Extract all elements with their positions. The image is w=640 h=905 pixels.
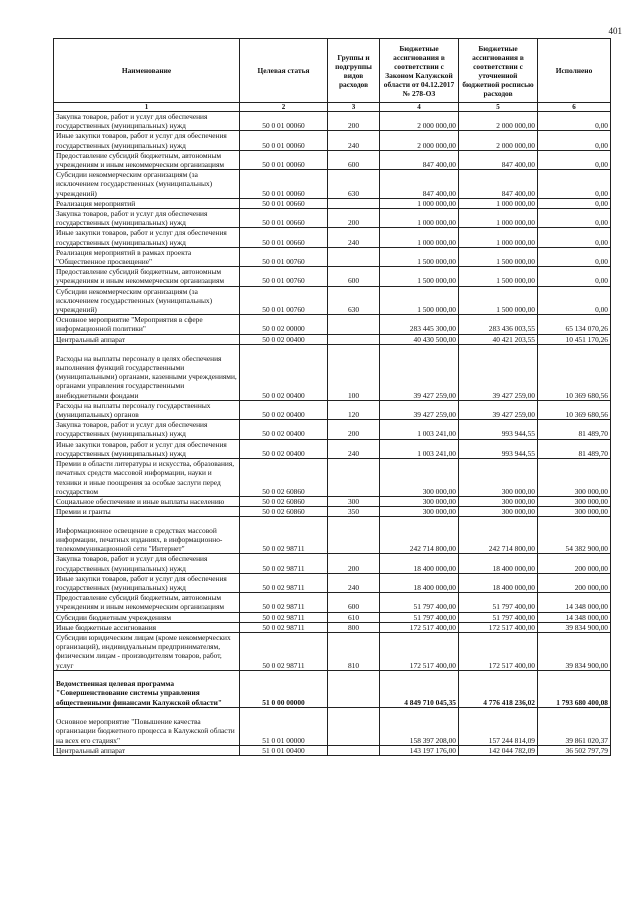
row-budget-schedule-cell: 1 500 000,00 bbox=[459, 247, 538, 266]
table-row bbox=[54, 573, 611, 592]
row-executed-cell: 1 793 680 400,08 bbox=[538, 670, 611, 707]
row-expense-group-cell bbox=[328, 315, 380, 334]
table-row bbox=[54, 228, 611, 247]
table-row bbox=[54, 439, 611, 458]
header-name: Наименование bbox=[54, 39, 240, 103]
row-expense-group-cell: 610 bbox=[328, 612, 380, 622]
row-law-allocation-cell: 4 849 710 045,35 bbox=[380, 670, 459, 707]
row-name-cell: Социальное обеспечение и иные выплаты населению bbox=[54, 496, 240, 506]
row-expense-group-cell: 800 bbox=[328, 622, 380, 632]
row-name-cell: Реализация мероприятий bbox=[54, 198, 240, 208]
row-budget-schedule-cell: 39 427 259,00 bbox=[459, 400, 538, 419]
row-law-allocation-cell: 1 000 000,00 bbox=[380, 209, 459, 228]
column-number: 2 bbox=[240, 103, 328, 112]
row-executed-cell: 0,00 bbox=[538, 170, 611, 199]
row-name-cell: Премии в области литературы и искусства, образования, печатных средств массовой информации, науки и техники и иные поощрения за особые заслуги перед государством bbox=[54, 459, 240, 497]
row-target-article-cell: 50 0 01 00660 bbox=[240, 228, 328, 247]
row-budget-schedule-cell: 51 797 400,00 bbox=[459, 612, 538, 622]
row-law-allocation-cell: 300 000,00 bbox=[380, 507, 459, 517]
row-expense-group-cell: 600 bbox=[328, 593, 380, 612]
row-target-article-cell: 50 0 01 00060 bbox=[240, 112, 328, 131]
row-law-allocation-cell: 51 797 400,00 bbox=[380, 612, 459, 622]
row-target-article-cell: 50 0 02 00400 bbox=[240, 400, 328, 419]
row-expense-group-cell: 300 bbox=[328, 496, 380, 506]
row-executed-cell: 0,00 bbox=[538, 247, 611, 266]
row-target-article-cell: 50 0 02 60860 bbox=[240, 459, 328, 497]
row-budget-schedule-cell: 1 000 000,00 bbox=[459, 198, 538, 208]
table-row bbox=[54, 247, 611, 266]
row-name-cell: Закупка товаров, работ и услуг для обеспечения государственных (муниципальных) нужд bbox=[54, 209, 240, 228]
table-row bbox=[54, 670, 611, 707]
table-row bbox=[54, 622, 611, 632]
row-executed-cell: 36 502 797,79 bbox=[538, 745, 611, 755]
table-row bbox=[54, 507, 611, 517]
budget-table bbox=[53, 38, 611, 756]
row-budget-schedule-cell: 172 517 400,00 bbox=[459, 622, 538, 632]
row-target-article-cell: 51 0 01 00000 bbox=[240, 707, 328, 745]
row-target-article-cell: 50 0 01 00660 bbox=[240, 198, 328, 208]
row-budget-schedule-cell: 2 000 000,00 bbox=[459, 112, 538, 131]
row-name-cell: Закупка товаров, работ и услуг для обеспечения государственных (муниципальных) нужд bbox=[54, 112, 240, 131]
row-name-cell: Премии и гранты bbox=[54, 507, 240, 517]
row-budget-schedule-cell: 1 000 000,00 bbox=[459, 228, 538, 247]
row-executed-cell: 54 382 900,00 bbox=[538, 517, 611, 554]
column-number-row bbox=[54, 103, 611, 112]
row-law-allocation-cell: 300 000,00 bbox=[380, 459, 459, 497]
row-budget-schedule-cell: 39 427 259,00 bbox=[459, 344, 538, 400]
row-expense-group-cell: 200 bbox=[328, 420, 380, 439]
row-executed-cell: 65 134 070,26 bbox=[538, 315, 611, 334]
row-executed-cell: 0,00 bbox=[538, 198, 611, 208]
row-law-allocation-cell: 143 197 176,00 bbox=[380, 745, 459, 755]
row-target-article-cell: 50 0 02 00400 bbox=[240, 439, 328, 458]
row-target-article-cell: 50 0 01 00660 bbox=[240, 209, 328, 228]
row-law-allocation-cell: 847 400,00 bbox=[380, 150, 459, 169]
table-body bbox=[54, 112, 611, 756]
row-executed-cell: 39 834 900,00 bbox=[538, 632, 611, 670]
row-budget-schedule-cell: 157 244 814,09 bbox=[459, 707, 538, 745]
row-expense-group-cell: 600 bbox=[328, 150, 380, 169]
row-name-cell: Предоставление субсидий бюджетным, автономным учреждениям и иным некоммерческим организациям bbox=[54, 593, 240, 612]
row-executed-cell: 14 348 000,00 bbox=[538, 593, 611, 612]
row-executed-cell: 0,00 bbox=[538, 150, 611, 169]
row-target-article-cell: 50 0 01 00060 bbox=[240, 131, 328, 150]
row-name-cell: Ведомственная целевая программа "Совершенствование системы управления общественными финансами Калужской области" bbox=[54, 670, 240, 707]
row-target-article-cell: 50 0 01 00760 bbox=[240, 267, 328, 286]
row-expense-group-cell bbox=[328, 247, 380, 266]
page-number: 401 bbox=[608, 26, 622, 36]
row-name-cell: Иные закупки товаров, работ и услуг для обеспечения государственных (муниципальных) нужд bbox=[54, 228, 240, 247]
row-target-article-cell: 50 0 02 60860 bbox=[240, 496, 328, 506]
row-executed-cell: 10 451 170,26 bbox=[538, 334, 611, 344]
row-name-cell: Предоставление субсидий бюджетным, автономным учреждениям и иным некоммерческим организациям bbox=[54, 267, 240, 286]
row-budget-schedule-cell: 1 000 000,00 bbox=[459, 209, 538, 228]
table-row bbox=[54, 496, 611, 506]
row-budget-schedule-cell: 283 436 003,55 bbox=[459, 315, 538, 334]
row-budget-schedule-cell: 2 000 000,00 bbox=[459, 131, 538, 150]
row-budget-schedule-cell: 242 714 800,00 bbox=[459, 517, 538, 554]
row-law-allocation-cell: 1 003 241,00 bbox=[380, 439, 459, 458]
row-executed-cell: 200 000,00 bbox=[538, 573, 611, 592]
header-target-article: Целевая статья bbox=[240, 39, 328, 103]
row-law-allocation-cell: 1 500 000,00 bbox=[380, 286, 459, 315]
row-budget-schedule-cell: 300 000,00 bbox=[459, 459, 538, 497]
column-number: 3 bbox=[328, 103, 380, 112]
row-budget-schedule-cell: 847 400,00 bbox=[459, 150, 538, 169]
row-law-allocation-cell: 18 400 000,00 bbox=[380, 554, 459, 573]
row-executed-cell: 300 000,00 bbox=[538, 459, 611, 497]
row-law-allocation-cell: 2 000 000,00 bbox=[380, 112, 459, 131]
header-law-allocations: Бюджетные ассигнования в соответствии с Законом Калужской области от 04.12.2017 № 278-ОЗ bbox=[380, 39, 459, 103]
row-target-article-cell: 50 0 02 98711 bbox=[240, 554, 328, 573]
table-row bbox=[54, 420, 611, 439]
row-budget-schedule-cell: 18 400 000,00 bbox=[459, 573, 538, 592]
row-budget-schedule-cell: 1 500 000,00 bbox=[459, 267, 538, 286]
header-expense-groups: Группы и подгруппы видов расходов bbox=[328, 39, 380, 103]
row-law-allocation-cell: 283 445 300,00 bbox=[380, 315, 459, 334]
row-target-article-cell: 50 0 02 00400 bbox=[240, 344, 328, 400]
row-name-cell: Основное мероприятие "Повышение качества организации бюджетного процесса в Калужской области на всех его стадиях" bbox=[54, 707, 240, 745]
row-target-article-cell: 50 0 02 98711 bbox=[240, 517, 328, 554]
row-executed-cell: 14 348 000,00 bbox=[538, 612, 611, 622]
row-target-article-cell: 50 0 02 98711 bbox=[240, 622, 328, 632]
row-executed-cell: 200 000,00 bbox=[538, 554, 611, 573]
row-executed-cell: 0,00 bbox=[538, 228, 611, 247]
row-expense-group-cell bbox=[328, 459, 380, 497]
column-number: 4 bbox=[380, 103, 459, 112]
table-row bbox=[54, 150, 611, 169]
row-budget-schedule-cell: 993 944,55 bbox=[459, 439, 538, 458]
row-target-article-cell: 50 0 01 00060 bbox=[240, 150, 328, 169]
row-expense-group-cell: 350 bbox=[328, 507, 380, 517]
table-row bbox=[54, 459, 611, 497]
row-name-cell: Расходы на выплаты персоналу государственных (муниципальных) органов bbox=[54, 400, 240, 419]
table-row bbox=[54, 267, 611, 286]
row-law-allocation-cell: 40 430 500,00 bbox=[380, 334, 459, 344]
column-number: 6 bbox=[538, 103, 611, 112]
column-number: 1 bbox=[54, 103, 240, 112]
row-law-allocation-cell: 172 517 400,00 bbox=[380, 622, 459, 632]
row-target-article-cell: 50 0 02 60860 bbox=[240, 507, 328, 517]
table-row bbox=[54, 131, 611, 150]
table-row bbox=[54, 593, 611, 612]
row-executed-cell: 10 369 680,56 bbox=[538, 400, 611, 419]
row-expense-group-cell: 100 bbox=[328, 344, 380, 400]
row-expense-group-cell bbox=[328, 517, 380, 554]
row-expense-group-cell: 810 bbox=[328, 632, 380, 670]
row-name-cell: Субсидии бюджетным учреждениям bbox=[54, 612, 240, 622]
row-target-article-cell: 50 0 02 98711 bbox=[240, 632, 328, 670]
row-executed-cell: 300 000,00 bbox=[538, 496, 611, 506]
row-law-allocation-cell: 18 400 000,00 bbox=[380, 573, 459, 592]
table-row bbox=[54, 334, 611, 344]
row-budget-schedule-cell: 300 000,00 bbox=[459, 496, 538, 506]
row-name-cell: Центральный аппарат bbox=[54, 334, 240, 344]
row-expense-group-cell: 200 bbox=[328, 554, 380, 573]
row-expense-group-cell: 240 bbox=[328, 439, 380, 458]
row-expense-group-cell: 630 bbox=[328, 286, 380, 315]
row-name-cell: Субсидии юридическим лицам (кроме некоммерческих организаций), индивидуальным предпринимателям, физическим лицам - производителям товаров, работ, услуг bbox=[54, 632, 240, 670]
row-target-article-cell: 50 0 01 00060 bbox=[240, 170, 328, 199]
row-executed-cell: 0,00 bbox=[538, 209, 611, 228]
row-target-article-cell: 50 0 01 00760 bbox=[240, 247, 328, 266]
row-budget-schedule-cell: 847 400,00 bbox=[459, 170, 538, 199]
row-target-article-cell: 51 0 00 00000 bbox=[240, 670, 328, 707]
table-row bbox=[54, 315, 611, 334]
row-budget-schedule-cell: 300 000,00 bbox=[459, 507, 538, 517]
row-name-cell: Центральный аппарат bbox=[54, 745, 240, 755]
table-row bbox=[54, 632, 611, 670]
table-row bbox=[54, 707, 611, 745]
row-target-article-cell: 50 0 02 98711 bbox=[240, 573, 328, 592]
row-executed-cell: 39 834 900,00 bbox=[538, 622, 611, 632]
row-law-allocation-cell: 158 397 208,00 bbox=[380, 707, 459, 745]
row-name-cell: Закупка товаров, работ и услуг для обеспечения государственных (муниципальных) нужд bbox=[54, 420, 240, 439]
row-target-article-cell: 51 0 01 00400 bbox=[240, 745, 328, 755]
table-row bbox=[54, 112, 611, 131]
row-name-cell: Иные бюджетные ассигнования bbox=[54, 622, 240, 632]
row-law-allocation-cell: 2 000 000,00 bbox=[380, 131, 459, 150]
table-row bbox=[54, 612, 611, 622]
row-name-cell: Основное мероприятие "Мероприятия в сфере информационной политики" bbox=[54, 315, 240, 334]
table-row bbox=[54, 209, 611, 228]
row-budget-schedule-cell: 18 400 000,00 bbox=[459, 554, 538, 573]
row-target-article-cell: 50 0 02 98711 bbox=[240, 593, 328, 612]
header-executed: Исполнено bbox=[538, 39, 611, 103]
row-executed-cell: 0,00 bbox=[538, 267, 611, 286]
row-expense-group-cell: 240 bbox=[328, 573, 380, 592]
header-budget-schedule: Бюджетные ассигнования в соответствии с уточненной бюджетной росписью расходов bbox=[459, 39, 538, 103]
row-budget-schedule-cell: 1 500 000,00 bbox=[459, 286, 538, 315]
row-expense-group-cell bbox=[328, 334, 380, 344]
row-executed-cell: 0,00 bbox=[538, 286, 611, 315]
row-budget-schedule-cell: 142 044 782,09 bbox=[459, 745, 538, 755]
row-executed-cell: 39 861 020,37 bbox=[538, 707, 611, 745]
row-expense-group-cell: 200 bbox=[328, 112, 380, 131]
table-row bbox=[54, 198, 611, 208]
row-law-allocation-cell: 847 400,00 bbox=[380, 170, 459, 199]
header-row bbox=[54, 39, 611, 103]
row-target-article-cell: 50 0 02 00000 bbox=[240, 315, 328, 334]
row-name-cell: Предоставление субсидий бюджетным, автономным учреждениям и иным некоммерческим организациям bbox=[54, 150, 240, 169]
row-target-article-cell: 50 0 01 00760 bbox=[240, 286, 328, 315]
row-target-article-cell: 50 0 02 00400 bbox=[240, 420, 328, 439]
row-law-allocation-cell: 1 003 241,00 bbox=[380, 420, 459, 439]
table-row bbox=[54, 745, 611, 755]
row-target-article-cell: 50 0 02 98711 bbox=[240, 612, 328, 622]
row-expense-group-cell bbox=[328, 745, 380, 755]
table-row bbox=[54, 170, 611, 199]
table-row bbox=[54, 400, 611, 419]
row-law-allocation-cell: 39 427 259,00 bbox=[380, 344, 459, 400]
table-row bbox=[54, 517, 611, 554]
row-budget-schedule-cell: 51 797 400,00 bbox=[459, 593, 538, 612]
row-executed-cell: 81 489,70 bbox=[538, 439, 611, 458]
column-number: 5 bbox=[459, 103, 538, 112]
row-law-allocation-cell: 242 714 800,00 bbox=[380, 517, 459, 554]
row-executed-cell: 0,00 bbox=[538, 131, 611, 150]
row-law-allocation-cell: 1 500 000,00 bbox=[380, 267, 459, 286]
row-name-cell: Иные закупки товаров, работ и услуг для обеспечения государственных (муниципальных) нужд bbox=[54, 131, 240, 150]
row-executed-cell: 300 000,00 bbox=[538, 507, 611, 517]
row-expense-group-cell bbox=[328, 670, 380, 707]
row-expense-group-cell bbox=[328, 707, 380, 745]
row-expense-group-cell bbox=[328, 198, 380, 208]
row-name-cell: Реализация мероприятий в рамках проекта "Общественное просвещение" bbox=[54, 247, 240, 266]
row-expense-group-cell: 240 bbox=[328, 131, 380, 150]
row-name-cell: Закупка товаров, работ и услуг для обеспечения государственных (муниципальных) нужд bbox=[54, 554, 240, 573]
row-law-allocation-cell: 1 000 000,00 bbox=[380, 228, 459, 247]
table-row bbox=[54, 344, 611, 400]
row-name-cell: Субсидии некоммерческим организациям (за исключением государственных (муниципальных) учреждений) bbox=[54, 170, 240, 199]
row-name-cell: Иные закупки товаров, работ и услуг для обеспечения государственных (муниципальных) нужд bbox=[54, 573, 240, 592]
row-name-cell: Расходы на выплаты персоналу в целях обеспечения выполнения функций государственными (муниципальными) органами, казенными учреждениями, органами управления государственными внебюджетными фондами bbox=[54, 344, 240, 400]
row-law-allocation-cell: 1 500 000,00 bbox=[380, 247, 459, 266]
row-budget-schedule-cell: 4 776 418 236,02 bbox=[459, 670, 538, 707]
row-target-article-cell: 50 0 02 00400 bbox=[240, 334, 328, 344]
row-law-allocation-cell: 172 517 400,00 bbox=[380, 632, 459, 670]
row-executed-cell: 81 489,70 bbox=[538, 420, 611, 439]
row-expense-group-cell: 120 bbox=[328, 400, 380, 419]
table-row bbox=[54, 554, 611, 573]
row-name-cell: Иные закупки товаров, работ и услуг для обеспечения государственных (муниципальных) нужд bbox=[54, 439, 240, 458]
row-expense-group-cell: 630 bbox=[328, 170, 380, 199]
row-expense-group-cell: 200 bbox=[328, 209, 380, 228]
row-law-allocation-cell: 39 427 259,00 bbox=[380, 400, 459, 419]
row-law-allocation-cell: 300 000,00 bbox=[380, 496, 459, 506]
row-expense-group-cell: 600 bbox=[328, 267, 380, 286]
row-executed-cell: 10 369 680,56 bbox=[538, 344, 611, 400]
row-name-cell: Информационное освещение в средствах массовой информации, печатных изданиях, в информационно-телекоммуникационной сети "Интернет" bbox=[54, 517, 240, 554]
row-name-cell: Субсидии некоммерческим организациям (за исключением государственных (муниципальных) учреждений) bbox=[54, 286, 240, 315]
row-expense-group-cell: 240 bbox=[328, 228, 380, 247]
row-law-allocation-cell: 1 000 000,00 bbox=[380, 198, 459, 208]
table-row bbox=[54, 286, 611, 315]
row-budget-schedule-cell: 172 517 400,00 bbox=[459, 632, 538, 670]
row-budget-schedule-cell: 40 421 203,55 bbox=[459, 334, 538, 344]
row-executed-cell: 0,00 bbox=[538, 112, 611, 131]
row-law-allocation-cell: 51 797 400,00 bbox=[380, 593, 459, 612]
row-budget-schedule-cell: 993 944,55 bbox=[459, 420, 538, 439]
